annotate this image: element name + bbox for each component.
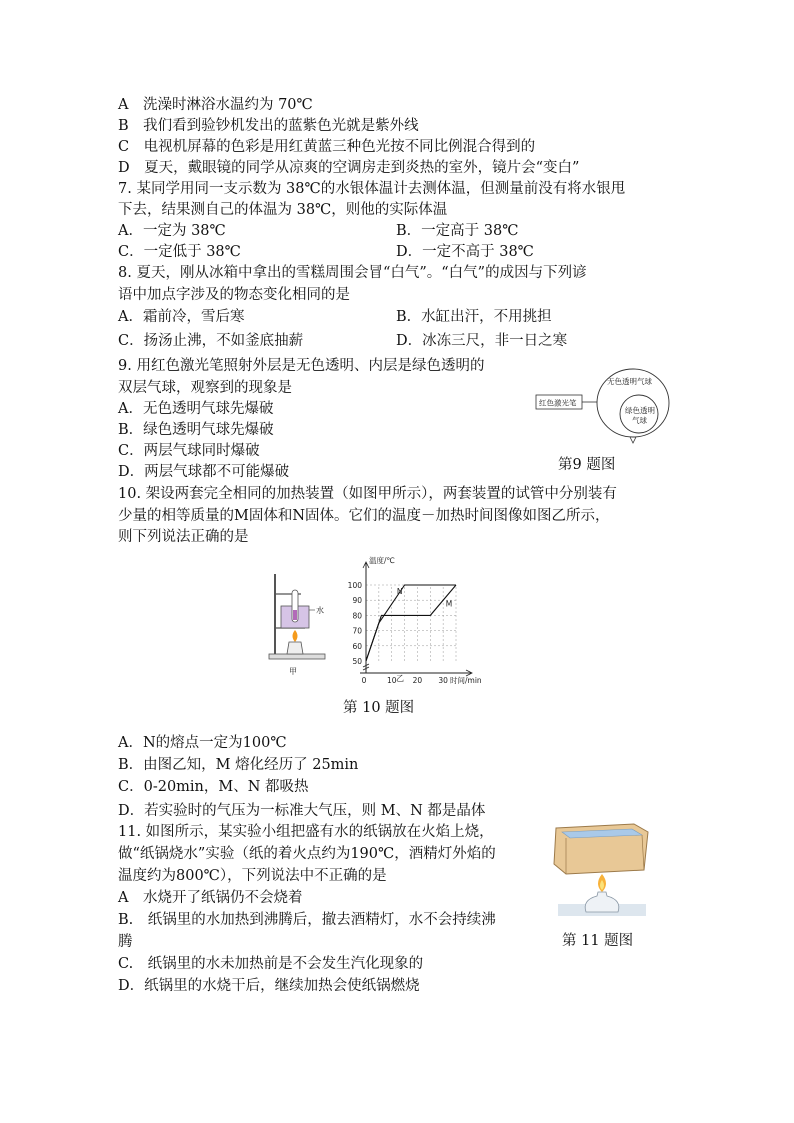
x-tick-label: 10 [386, 676, 397, 685]
q11-stem-line2: 做“纸锅烧水”实验（纸的着火点约为190℃，酒精灯外焰的 [118, 846, 496, 862]
q9-caption: 第9 题图 [558, 457, 616, 473]
q6-option-a: A 洗澡时淋浴水温约为 70℃ [118, 97, 313, 113]
q10-option-c: C．0-20min，M、N 都吸热 [118, 779, 309, 795]
q10-apparatus-figure [265, 570, 330, 680]
q9-option-b: B．绿色透明气球先爆破 [118, 422, 274, 438]
q8-stem-line1: 8. 夏天，刚从冰箱中拿出的雪糕周围会冒“白气”。“白气”的成因与下列谚 [118, 265, 587, 281]
x-tick-label: 30 [438, 676, 448, 685]
x-tick-label: 0 [361, 676, 367, 685]
q10-stem-line3: 则下列说法正确的是 [118, 529, 249, 545]
q10-option-b: B．由图乙知，M 熔化经历了 25min [118, 757, 359, 773]
q8-option-c: C．扬汤止沸，不如釜底抽薪 [118, 333, 304, 349]
q7-stem-line2: 下去，结果测自己的体温为 38℃，则他的实际体温 [118, 202, 448, 218]
series-label-M: M [445, 599, 453, 609]
y-tick-label: 50 [352, 657, 362, 666]
y-tick-label: 70 [352, 626, 362, 636]
y-tick-label: 90 [352, 596, 362, 606]
q6-option-d: D 夏天，戴眼镜的同学从凉爽的空调房走到炎热的室外，镜片会“变白” [118, 160, 580, 176]
q9-option-a: A．无色透明气球先爆破 [118, 401, 274, 417]
q10-stem-line1: 10. 架设两套完全相同的加热装置（如图甲所示），两套装置的试管中分别装有 [118, 486, 617, 502]
q10-option-a: A．N的熔点一定为100℃ [118, 735, 287, 751]
q9-stem-line2: 双层气球，观察到的现象是 [118, 380, 292, 396]
series-label-N: N [396, 587, 403, 596]
q8-stem-line2: 语中加点字涉及的物态变化相同的是 [118, 287, 350, 303]
y-tick-label: 100 [347, 581, 362, 590]
laser-label: 红色激光笔 [539, 398, 577, 408]
q10-option-d: D．若实验时的气压为一标准大气压，则 M、N 都是晶体 [118, 803, 486, 819]
series-line-N [366, 585, 456, 661]
q7-option-c: C．一定低于 38℃ [118, 244, 241, 260]
y-axis-label: 温度/℃ [369, 556, 395, 565]
alcohol-lamp [585, 892, 619, 912]
q11-option-d: D．纸锅里的水烧干后，继续加热会使纸锅燃烧 [118, 978, 420, 994]
q7-option-d: D．一定不高于 38℃ [396, 244, 534, 260]
q11-option-a: A 水烧开了纸锅仍不会烧着 [118, 890, 303, 906]
q11-option-b-cont: 腾 [118, 934, 133, 950]
q10-temperature-graph [338, 555, 488, 683]
inner-balloon-label-1: 绿色透明 [625, 406, 655, 415]
x-tick-label: 20 [412, 676, 423, 685]
q9-stem-line1: 9. 用红色激光笔照射外层是无色透明、内层是绿色透明的 [118, 358, 485, 374]
q8-option-b: B．水缸出汗，不用挑担 [396, 309, 552, 325]
outer-balloon-label: 无色透明气球 [607, 377, 652, 386]
y-tick-label: 80 [352, 611, 362, 621]
q7-option-a: A．一定为 38℃ [118, 223, 226, 239]
q11-stem-line1: 11. 如图所示，某实验小组把盛有水的纸锅放在火焰上烧， [118, 824, 494, 840]
q8-option-d: D．冰冻三尺，非一日之寒 [396, 333, 568, 349]
apparatus-label: 甲 [289, 667, 297, 676]
q10-stem-line2: 少量的相等质量的M固体和N固体。它们的温度－加热时间图像如图乙所示， [118, 508, 610, 524]
flame-icon [293, 630, 298, 642]
q8-option-a: A．霜前冷，雪后寒 [118, 309, 245, 325]
q11-caption: 第 11 题图 [562, 933, 634, 949]
water-label: 水 [316, 606, 324, 615]
q11-option-b: B. 纸锅里的水加热到沸腾后，撤去酒精灯，水不会持续沸 [118, 912, 496, 928]
q11-paper-pot-figure [552, 820, 652, 920]
graph-label: 乙 [396, 674, 404, 683]
inner-balloon-label-2: 气球 [632, 416, 647, 425]
q9-option-d: D．两层气球都不可能爆破 [118, 464, 290, 480]
x-axis-label: 时间/min [450, 676, 482, 685]
q7-option-b: B．一定高于 38℃ [396, 223, 519, 239]
q6-option-b: B 我们看到验钞机发出的蓝紫色光就是紫外线 [118, 118, 419, 134]
q10-caption: 第 10 题图 [343, 700, 415, 716]
y-tick-label: 60 [352, 641, 362, 651]
q6-option-c: C 电视机屏幕的色彩是用红黄蓝三种色光按不同比例混合得到的 [118, 139, 536, 155]
q9-balloon-figure [535, 367, 685, 447]
q11-option-c: C. 纸锅里的水未加热前是不会发生汽化现象的 [118, 956, 424, 972]
q7-stem-line1: 7. 某同学用同一支示数为 38℃的水银体温计去测体温，但测量前没有将水银甩 [118, 181, 626, 197]
q9-option-c: C．两层气球同时爆破 [118, 443, 260, 459]
q11-stem-line3: 温度约为800℃），下列说法中不正确的是 [118, 868, 387, 884]
